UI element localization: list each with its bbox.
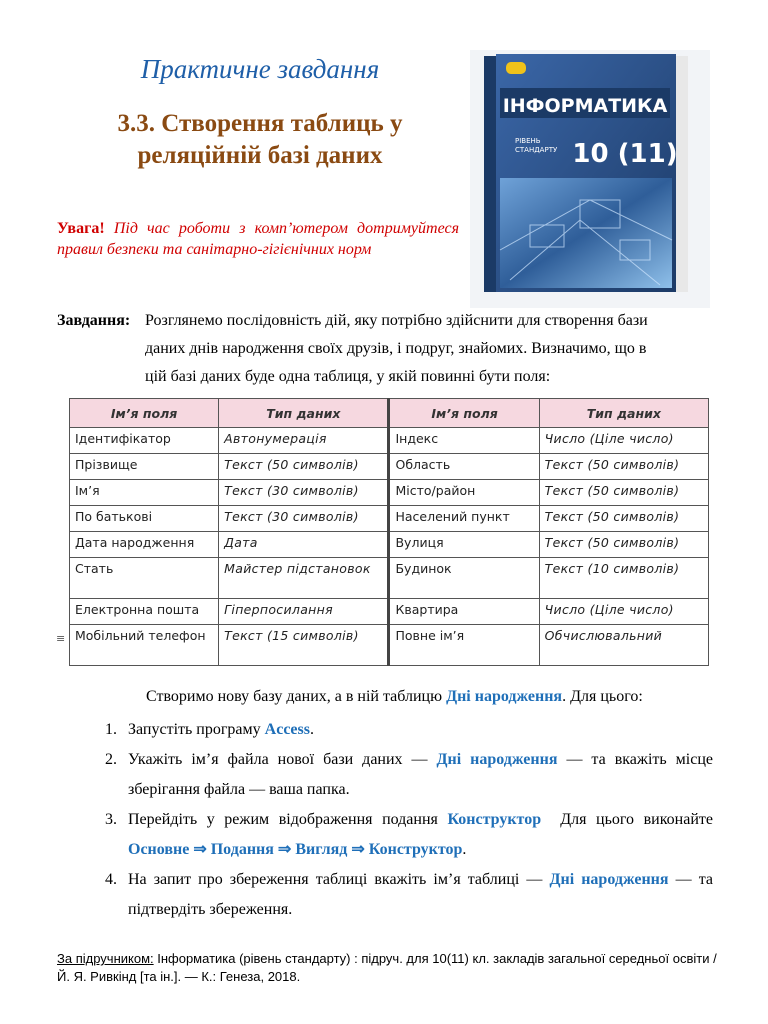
step-text-end: . [309, 721, 314, 738]
header-field-name-2: Ім’я поля [389, 399, 539, 428]
book-level-line2: СТАНДАРТУ [515, 146, 558, 154]
table-row [70, 480, 709, 506]
data-type: Автонумерація [219, 428, 389, 454]
data-type: Число (Ціле число) [539, 428, 708, 454]
field-name: Місто/район [389, 480, 539, 506]
data-type: Текст (15 символів) [219, 625, 389, 666]
data-type: Обчислювальний [539, 625, 708, 666]
data-type: Майстер підстановок [219, 558, 389, 599]
data-type: Текст (30 символів) [219, 506, 389, 532]
fields-table [69, 398, 709, 666]
warning-text: Під час роботи з комп’ютером дотримуйтеся правил безпеки та санітарно-гігієнічних норм [57, 220, 460, 258]
intro-highlight: Дні народження [446, 688, 563, 705]
table-row [70, 506, 709, 532]
table-row [70, 428, 709, 454]
list-item [97, 715, 713, 745]
list-item [97, 865, 713, 925]
intro-after: . Для цього: [562, 688, 643, 705]
data-type: Гіперпосилання [219, 599, 389, 625]
field-name: По батькові [70, 506, 219, 532]
book-level-line1: РІВЕНЬ [515, 137, 541, 145]
step-number: 3. [105, 811, 117, 828]
table-row [70, 532, 709, 558]
task-description [57, 307, 713, 391]
list-item [97, 805, 717, 865]
table-header-row [70, 399, 709, 428]
table-row [70, 625, 709, 666]
data-type: Текст (50 символів) [539, 454, 708, 480]
task-line-2: даних днів народження своїх друзів, і подруг, знайомих. Визначимо, що в [145, 340, 647, 357]
footer-label: За підручником: [57, 951, 154, 966]
step-highlight: Дні народження [436, 751, 558, 768]
table-row [70, 454, 709, 480]
header-data-type-2: Тип даних [539, 399, 708, 428]
data-type: Текст (50 символів) [539, 480, 708, 506]
field-name: Квартира [389, 599, 539, 625]
field-name: Повне ім’я [389, 625, 539, 666]
step-number: 2. [105, 751, 117, 768]
field-name: Мобільний телефон [70, 625, 219, 666]
steps-list [97, 715, 717, 925]
field-name: Вулиця [389, 532, 539, 558]
intro-paragraph [146, 685, 643, 709]
step-text: Укажіть ім’я файла нової бази даних — [128, 751, 437, 768]
task-line-1: Розглянемо послідовність дій, яку потрібно здійснити для створення бази [145, 312, 648, 329]
step-highlight-path: Основне ⇒ Подання ⇒ Вигляд ⇒ Конструктор [128, 841, 463, 858]
step-text: На запит про збереження таблиці вкажіть ім’я таблиці — [128, 871, 550, 888]
warning-label: Увага! [57, 220, 105, 237]
step-number: 1. [105, 721, 117, 738]
textbook-cover-image [470, 50, 710, 308]
data-type: Текст (30 символів) [219, 480, 389, 506]
book-title: ІНФОРМАТИКА [502, 95, 668, 117]
field-name: Індекс [389, 428, 539, 454]
field-name: Стать [70, 558, 219, 599]
step-text: Перейдіть у режим відображення подання [128, 811, 448, 828]
step-text-end: . [462, 841, 467, 858]
header-data-type-1: Тип даних [219, 399, 389, 428]
step-text-end: — та підтвердіть збереження. [128, 871, 713, 918]
step-text-end: — та вкажіть місце зберігання файла — ваша папка. [128, 751, 713, 798]
safety-warning [57, 218, 459, 260]
step-text-mid: Для цього виконайте [541, 811, 717, 828]
field-name: Населений пункт [389, 506, 539, 532]
footer-text: Інформатика (рівень стандарту) : підруч. для 10(11) кл. закладів загальної середньої освіти / Й. Я. Ривкінд [та ін.]. — К.: Генеза, 2018. [57, 951, 717, 984]
field-name: Ім’я [70, 480, 219, 506]
step-highlight: Дні народження [549, 871, 669, 888]
side-mark: ≡ [56, 632, 66, 645]
lesson-subtitle [60, 108, 460, 172]
table-row [70, 558, 709, 599]
field-name: Ідентифікатор [70, 428, 219, 454]
list-item [97, 745, 713, 805]
data-type: Текст (10 символів) [539, 558, 708, 599]
field-name: Електронна пошта [70, 599, 219, 625]
data-type: Текст (50 символів) [219, 454, 389, 480]
data-type: Текст (50 символів) [539, 532, 708, 558]
table-row [70, 599, 709, 625]
data-type: Дата [219, 532, 389, 558]
field-name: Прізвище [70, 454, 219, 480]
step-highlight: Конструктор [447, 811, 542, 828]
header-field-name-1: Ім’я поля [70, 399, 219, 428]
intro-before: Створимо нову базу даних, а в ній таблицю [146, 688, 447, 705]
step-highlight: Access [264, 721, 310, 738]
task-label: Завдання: [57, 312, 131, 329]
subtitle-line-2: реляційній базі даних [137, 142, 383, 169]
field-name: Дата народження [70, 532, 219, 558]
data-type: Текст (50 символів) [539, 506, 708, 532]
footer-citation [57, 950, 717, 986]
subtitle-line-1: 3.3. Створення таблиць у [117, 110, 403, 137]
step-text: Запустіть програму [128, 721, 265, 738]
data-type: Число (Ціле число) [539, 599, 708, 625]
field-name: Будинок [389, 558, 539, 599]
field-name: Область [389, 454, 539, 480]
book-grade: 10 (11) [572, 139, 678, 169]
page-title: Практичне завдання [140, 54, 380, 84]
step-number: 4. [105, 871, 117, 888]
task-line-3: цій базі даних буде одна таблиця, у якій повинні бути поля: [145, 368, 551, 385]
